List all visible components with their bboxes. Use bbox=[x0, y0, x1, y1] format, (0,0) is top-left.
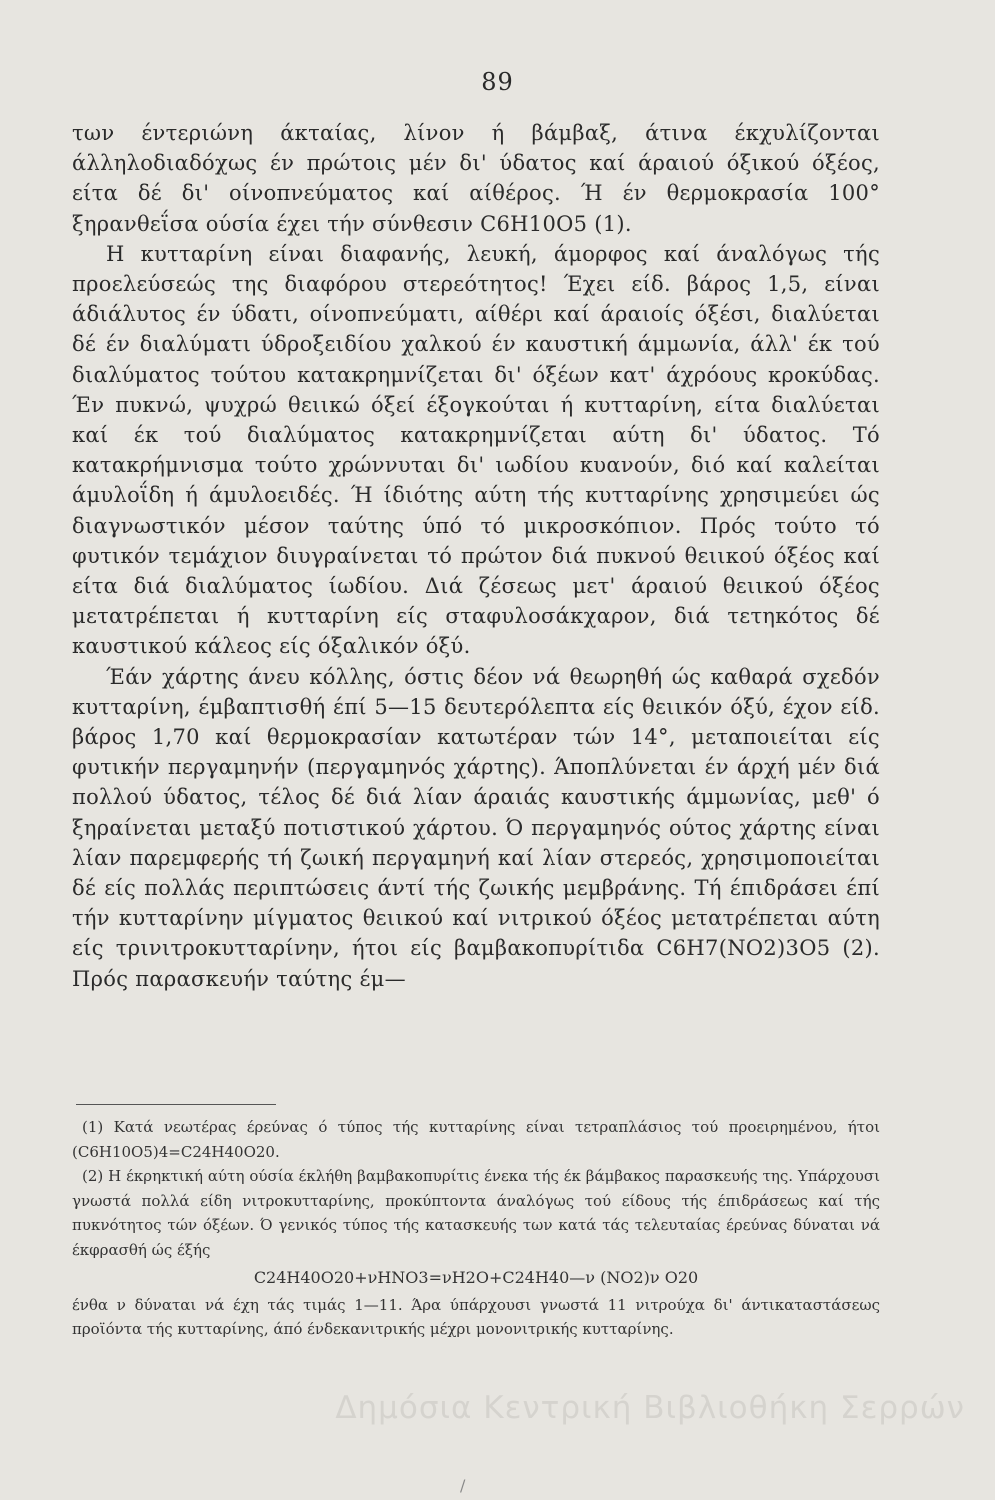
footnotes bbox=[72, 1115, 880, 1342]
footnote-divider bbox=[76, 1104, 276, 1105]
paragraph-3: Έάν χάρτης άνευ κόλλης, όστις δέον νά θεωρηθή ώς καθαρά σχεδόν κυτταρίνη, έμβαπτισθή έπί 5—15 δευτερόλεπτα είς θειικόν όξύ, έχον είδ. βάρος 1,70 καί θερμοκρασίαν κατωτέραν τών 14°, μεταποιείται είς φυτικήν περγαμηνήν (περγαμηνός χάρτης). Άποπλύνεται έν άρχή μέν διά πολλού ύδατος, τέλος δέ διά λίαν άραιάς καυστικής άμμωνίας, μεθ' ό ξηραίνεται μεταξύ ποτιστικού χάρτου. Ό περγαμηνός ούτος χάρτης είναι λίαν παρεμφερής τή ζωική περγαμηνή καί λίαν στερεός, χρησιμοποιείται δέ είς πολλάς περιπτώσεις άντί τής ζωικής μεμβράνης. Τή έπιδράσει έπί τήν κυτταρίνην μίγματος θειικού καί νιτρικού όξέος μετατρέπεται αύτη είς τρινιτροκυτταρίνην, ήτοι είς βαμβακοπυρίτιδα C6H7(NO2)3O5 (2). Πρός παρασκευήν ταύτης έμ— bbox=[72, 664, 880, 991]
library-watermark: Δημόσια Κεντρική Βιβλιοθήκη Σερρών bbox=[335, 1390, 965, 1426]
footnote-equation: C24H40O20+νHNO3=νH2O+C24H40—ν (NO2)ν O20 bbox=[253, 1268, 699, 1287]
footnote-1: (1) Κατά νεωτέρας έρεύνας ό τύπος τής κυτταρίνης είναι τετραπλάσιος τού προειρημένου, ήτοι (C6H10O5)4=C24H40O20. bbox=[72, 1118, 880, 1161]
main-text bbox=[72, 118, 880, 994]
footnote-3: ένθα ν δύναται νά έχη τάς τιμάς 1—11. Άρα ύπάρχουσι γνωστά 11 νιτρούχα δι' άντικαταστάσεως προϊόντα τής κυτταρίνης, άπό ένδεκανιτρικής μέχρι μονονιτρικής κυτταρίνης. bbox=[72, 1295, 880, 1338]
page-number: 89 bbox=[481, 68, 514, 96]
footnote-2: (2) Η έκρηκτική αύτη ούσία έκλήθη βαμβακοπυρίτις ένεκα τής έκ βάμβακος παρασκευής της. Υπάρχουσι γνωστά πολλά είδη νιτροκυτταρίνης, προκύπτοντα άναλόγως τού είδους τής έπιδράσεως καί τής πυκνότητος τών όξέων. Ό γενικός τύπος τής κατασκευής των κατά τάς τελευταίας έρεύνας δύναται νά έκφρασθή ώς έξής bbox=[72, 1167, 880, 1259]
bottom-mark: / bbox=[460, 1476, 466, 1495]
paragraph-1: των έντεριώνη άκταίας, λίνον ή βάμβαξ, άτινα έκχυλίζονται άλληλοδιαδόχως έν πρώτοις μέν δι' ύδατος καί άραιού όξικού όξέος, είτα δέ δι' οίνοπνεύματος καί αίθέρος. Ή έν θερμοκρασία 100° ξηρανθεΐσα ούσία έχει τήν σύνθεσιν C6H10O5 (1). bbox=[72, 121, 880, 236]
paragraph-2: Η κυτταρίνη είναι διαφανής, λευκή, άμορφος καί άναλόγως τής προελεύσεώς της διαφόρου στερεότητος! Έχει είδ. βάρος 1,5, είναι άδιάλυτος έν ύδατι, οίνοπνεύματι, αίθέρι καί άραιοίς όξέσι, διαλύεται δέ έν διαλύματι ύδροξειδίου χαλκού έν καυστική άμμωνία, άλλ' έκ τού διαλύματος τούτου κατακρημνίζεται δι' όξέων κατ' άχρόους κροκύδας. Έν πυκνώ, ψυχρώ θειικώ όξεί έξογκούται ή κυτταρίνη, είτα διαλύεται καί έκ τού διαλύματος κατακρημνίζεται αύτη δι' ύδατος. Τό κατακρήμνισμα τούτο χρώννυται δι' ιωδίου κυανούν, διό καί καλείται άμυλοΐδη ή άμυλοειδές. Ή ίδιότης αύτη τής κυτταρίνης χρησιμεύει ώς διαγνωστικόν μέσον ταύτης ύπό τό μικροσκόπιον. Πρός τούτο τό φυτικόν τεμάχιον διυγραίνεται τό πρώτον διά πυκνού θειικού όξέος καί είτα διά διαλύματος ίωδίου. Διά ζέσεως μετ' άραιού θειικού όξέος μετατρέπεται ή κυτταρίνη είς σταφυλοσάκχαρον, διά τετηκότος δέ καυστικού κάλεος είς όξαλικόν όξύ. bbox=[72, 241, 880, 659]
